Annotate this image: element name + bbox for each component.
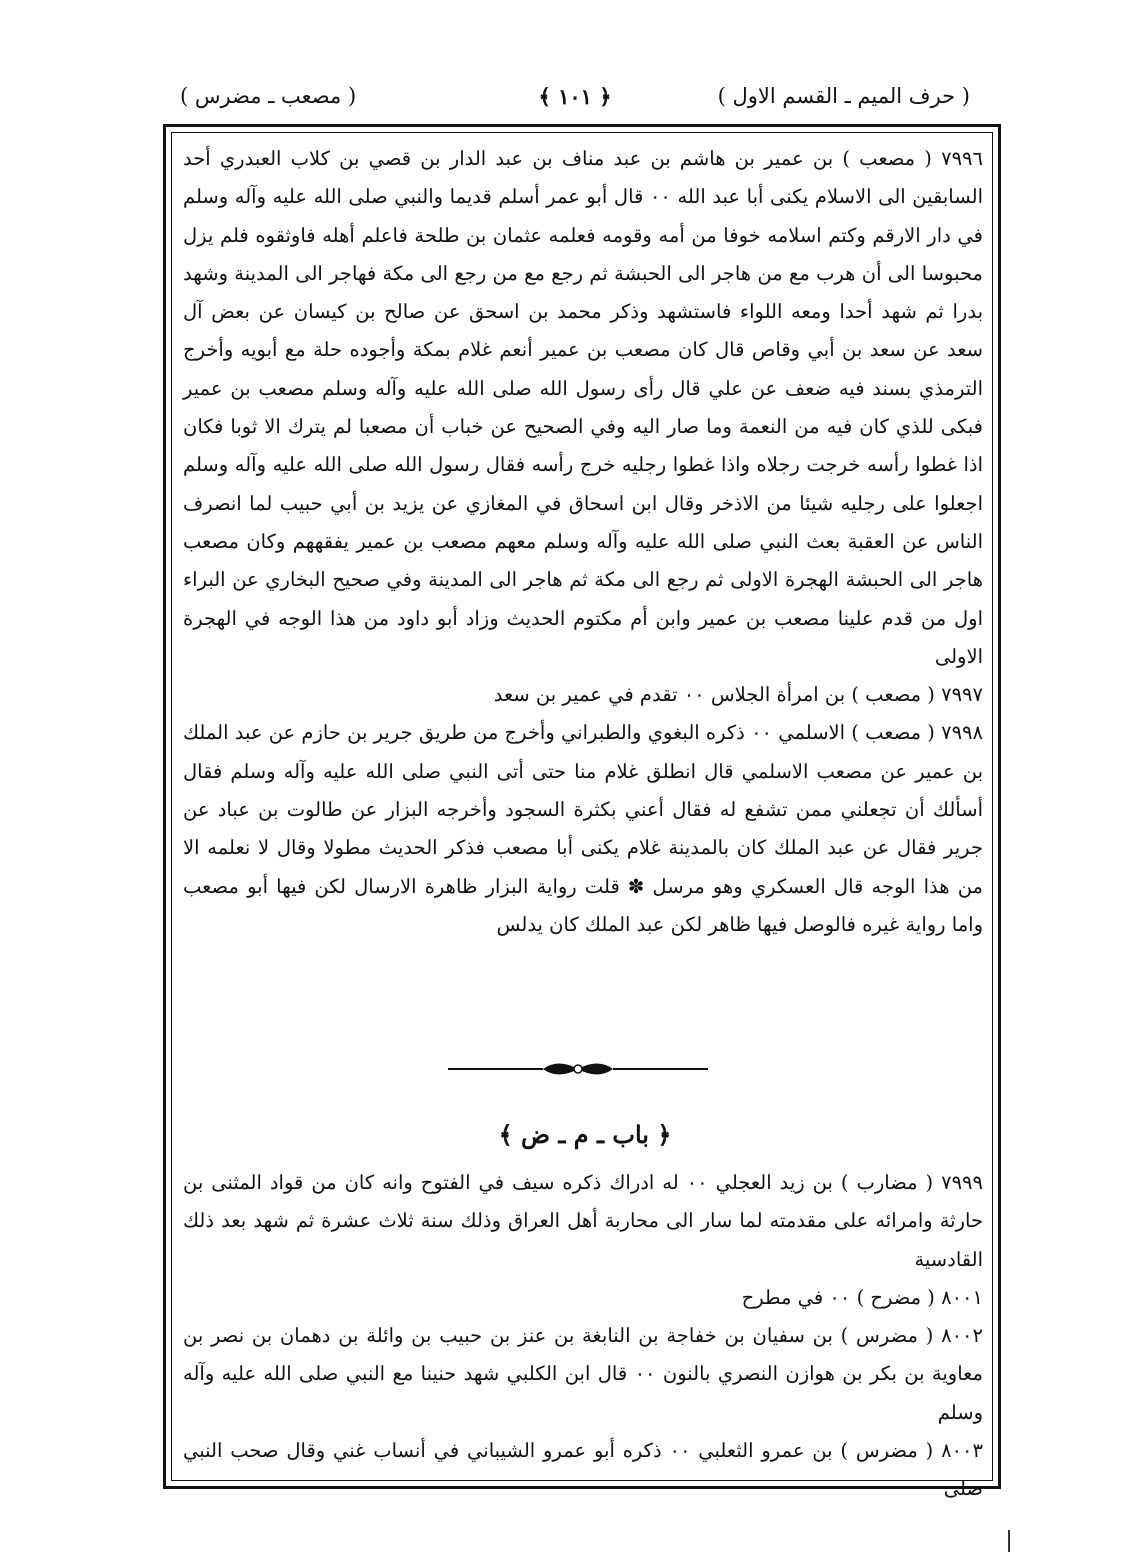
main-text bbox=[183, 140, 983, 944]
entry-8003: ٨٠٠٣ ( مضرس ) بن عمرو الثعلبي ٠٠ ذكره أبو عمرو الشيباني في أنساب غني وقال صحب النبي صلى bbox=[183, 1439, 983, 1501]
margin-mark bbox=[1008, 1530, 1010, 1552]
section-title: ﴿ باب ـ م ـ ض ﴾ bbox=[498, 1120, 672, 1149]
entry-8001: ٨٠٠١ ( مضرح ) ٠٠ في مطرح bbox=[741, 1285, 983, 1309]
entry-7999: ٧٩٩٩ ( مضارب ) بن زيد العجلي ٠٠ له ادراك ذكره سيف في الفتوح وانه كان من قواد المثنى بن حارثة وامرائه على مقدمته لما سار الى محاربة أهل العراق وذلك سنة ثلاث عشرة ثم شهد بعد ذلك القادسية bbox=[183, 1171, 983, 1271]
entry-7996: ٧٩٩٦ ( مصعب ) بن عمير بن هاشم بن عبد مناف بن عبد الدار بن قصي بن كلاب العبدري أحد السابقين الى الاسلام يكنى أبا عبد الله ٠٠ قال أبو عمر أسلم قديما والنبي صلى الله عليه وآله وسلم في دار الارقم وكتم اسلامه خوفا من أمه وقومه فعلمه عثمان بن طلحة فاعلم أهله فاوثقوه فلم يزل محبوسا الى أن هرب مع من هاجر الى الحبشة ثم رجع مع من رجع الى مكة فهاجر الى المدينة وشهد بدرا ثم شهد أحدا ومعه اللواء فاستشهد وذكر محمد بن اسحق عن صالح بن كيسان عن بعض آل سعد عن سعد بن أبي وقاص قال كان مصعب بن عمير أنعم غلام بمكة وأجوده حلة مع أبويه وأخرج الترمذي بسند فيه ضعف عن علي قال رأى رسول الله صلى الله عليه وآله وسلم مصعب بن عمير فبكى للذي كان فيه من النعمة وما صار اليه وفي الصحيح عن خباب أن مصعبا لم يترك الا ثوبا فكان اذا غطوا رأسه خرجت رجلاه واذا غطوا رجليه خرج رأسه فقال رسول الله صلى الله عليه وآله وسلم اجعلوا على رجليه شيئا من الاذخر وقال ابن اسحاق في المغازي عن يزيد بن أبي حبيب لما انصرف الناس عن العقبة بعث النبي صلى الله عليه وآله وسلم معهم مصعب بن عمير يفقههم وكان مصعب هاجر الى الحبشة الهجرة الاولى ثم رجع الى مكة ثم هاجر الى المدينة وفي صحيح البخاري عن البراء اول من قدم علينا مصعب بن عمير وابن أم مكتوم الحديث وزاد أبو داود من هذا الوجه في الهجرة الاولى bbox=[183, 147, 984, 668]
page-header bbox=[180, 80, 970, 120]
entry-7997: ٧٩٩٧ ( مصعب ) بن امرأة الجلاس ٠٠ تقدم في عمير بن سعد bbox=[493, 683, 983, 707]
entry-8002: ٨٠٠٢ ( مضرس ) بن سفيان بن خفاجة بن النابغة بن عنز بن حبيب بن وائلة بن دهمان بن نصر بن معاوية بن بكر بن هوازن النصري بالنون ٠٠ قال ابن الكلبي شهد حنينا مع النبي صلى الله عليه وآله وسلم bbox=[183, 1324, 983, 1424]
header-chapter: ( حرف الميم ـ القسم الاول ) bbox=[717, 84, 970, 108]
section-text bbox=[183, 1164, 983, 1509]
header-range: ( مصعب ـ مضرس ) bbox=[180, 84, 357, 108]
entry-7998: ٧٩٩٨ ( مصعب ) الاسلمي ٠٠ ذكره البغوي والطبراني وأخرج من طريق جرير بن حازم عن عبد الملك بن عمير عن مصعب الاسلمي قال انطلق غلام منا حتى أتى النبي صلى الله عليه وآله وسلم فقال أسألك أن تجعلني ممن تشفع له فقال أعني بكثرة السجود وأخرجه البزار عن طالوت بن عباد عن جرير فقال عن عبد الملك كان بالمدينة غلام يكنى أبا مصعب فذكر الحديث مطولا وقال لا نعلمه الا من هذا الوجه قال العسكري وهو مرسل ✽ قلت رواية البزار ظاهرة الارسال لكن فيها أبو مصعب واما رواية غيره فالوصل فيها ظاهر لكن عبد الملك كان يدلس bbox=[183, 721, 983, 936]
ornament-divider bbox=[448, 1058, 708, 1080]
page-number: ﴿ ١٠١ ﴾ bbox=[538, 84, 612, 109]
